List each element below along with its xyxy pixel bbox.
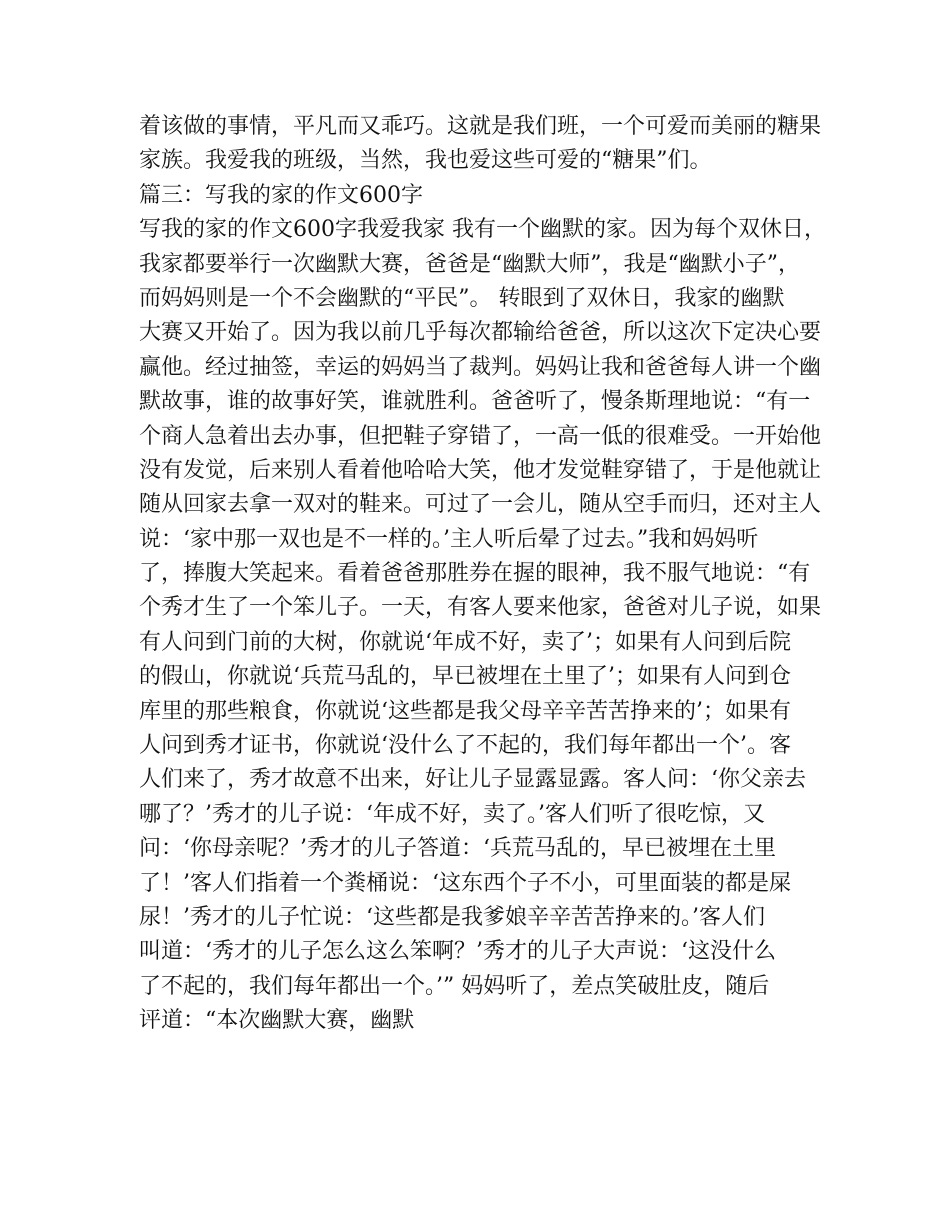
text-line: 了不起的，我们每年都出一个。’” 妈妈听了，差点笑破肚皮，随后 bbox=[139, 973, 770, 999]
text-line: 哪了？’秀才的儿子说：‘年成不好，卖了。’客人们听了很吃惊，又 bbox=[139, 801, 765, 827]
text-line: 人问到秀才证书，你就说‘没什么了不起的，我们每年都出一个’。客 bbox=[139, 733, 791, 759]
text-line: 默故事，谁的故事好笑，谁就胜利。爸爸听了，慢条斯理地说：“有一 bbox=[139, 389, 811, 415]
text-line: 着该做的事情，平凡而又乖巧。这就是我们班，一个可爱而美丽的糖果 bbox=[139, 114, 822, 139]
text-line: 家族。我爱我的班级，当然，我也爱这些可爱的“糖果”们。 bbox=[139, 148, 712, 174]
text-line: 有人问到门前的大树，你就说‘年成不好，卖了’；如果有人问到后院 bbox=[139, 629, 791, 655]
section-heading: 篇三：写我的家的作文600字 bbox=[139, 182, 423, 208]
text-line: 我家都要举行一次幽默大赛，爸爸是“幽默大师”，我是“幽默小子”， bbox=[139, 251, 800, 277]
text-line: 的假山，你就说‘兵荒马乱的，早已被埋在土里了’；如果有人问到仓 bbox=[139, 664, 791, 690]
document-body bbox=[139, 110, 829, 1039]
text-line: 评道：“本次幽默大赛，幽默 bbox=[139, 1008, 415, 1034]
text-line: 大赛又开始了。因为我以前几乎每次都输给爸爸，所以这次下定决心要 bbox=[139, 320, 822, 346]
text-line: 叫道：‘秀才的儿子怎么这么笨啊？’秀才的儿子大声说：‘这没什么 bbox=[139, 939, 776, 965]
text-line: 问：‘你母亲呢？’秀才的儿子答道：‘兵荒马乱的，早已被埋在土里 bbox=[139, 836, 776, 862]
text-line: 人们来了，秀才故意不出来，好让儿子显露显露。客人问：‘你父亲去 bbox=[139, 767, 806, 793]
text-line: 了，捧腹大笑起来。看着爸爸那胜券在握的眼神，我不服气地说：“有 bbox=[139, 561, 811, 587]
text-line: 写我的家的作文600字我爱我家 我有一个幽默的家。因为每个双休日， bbox=[139, 217, 826, 243]
text-line: 个商人急着出去办事，但把鞋子穿错了，一高一低的很难受。一开始他 bbox=[139, 423, 822, 449]
text-line: 个秀才生了一个笨儿子。一天，有客人要来他家，爸爸对儿子说，如果 bbox=[139, 595, 822, 621]
text-line: 说：‘家中那一双也是不一样的。’主人听后晕了过去。”我和妈妈听 bbox=[139, 526, 759, 552]
text-line: 赢他。经过抽签，幸运的妈妈当了裁判。妈妈让我和爸爸每人讲一个幽 bbox=[139, 354, 822, 380]
text-line: 而妈妈则是一个不会幽默的“平民”。 转眼到了双休日，我家的幽默 bbox=[139, 285, 785, 311]
text-line: 尿！’秀才的儿子忙说：‘这些都是我爹娘辛辛苦苦挣来的。’客人们 bbox=[139, 904, 765, 930]
text-line: 没有发觉，后来别人看着他哈哈大笑，他才发觉鞋穿错了，于是他就让 bbox=[139, 457, 822, 483]
text-line: 了！’客人们指着一个粪桶说：‘这东西个子不小，可里面装的都是屎 bbox=[139, 870, 791, 896]
text-line: 随从回家去拿一双对的鞋来。可过了一会儿，随从空手而归，还对主人 bbox=[139, 492, 822, 518]
text-line: 库里的那些粮食，你就说‘这些都是我父母辛辛苦苦挣来的’；如果有 bbox=[139, 698, 791, 724]
